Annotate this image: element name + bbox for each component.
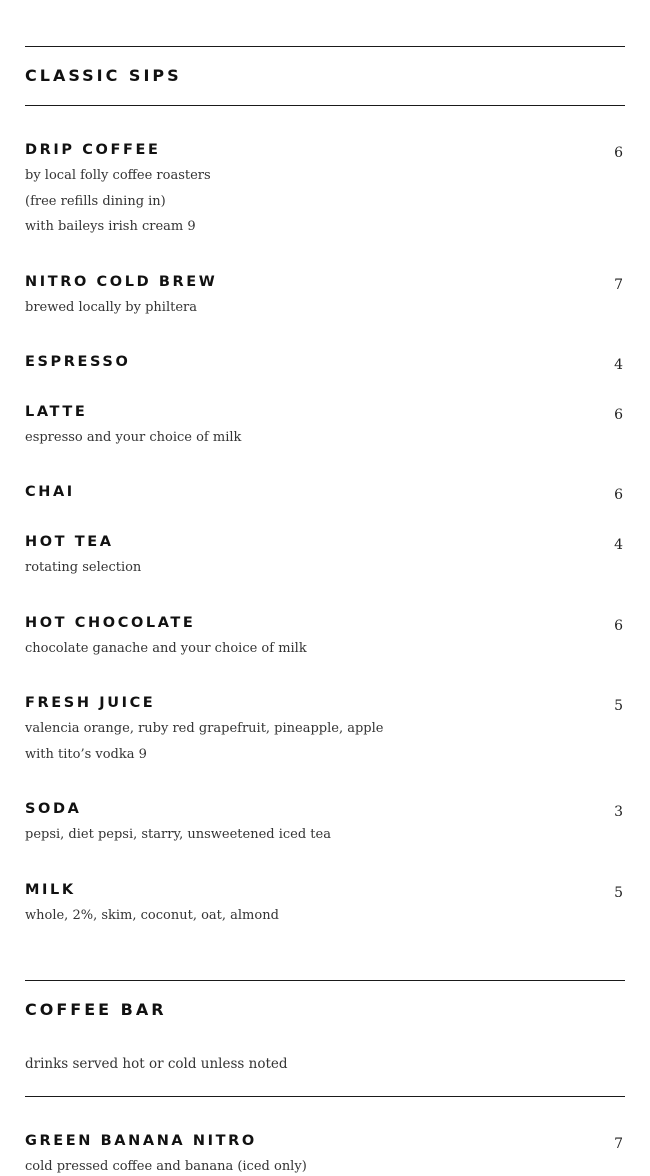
item-description: chocolate ganache and your choice of milk	[25, 641, 307, 656]
item-name: SODA	[25, 801, 82, 817]
item-description: (free refills dining in)	[25, 193, 166, 209]
item-price: 7	[614, 1136, 623, 1152]
item-name: FRESH JUICE	[25, 695, 156, 711]
item-description: pepsi, diet pepsi, starry, unsweetened iced tea	[25, 827, 331, 842]
section-divider-bottom	[25, 105, 625, 106]
item-name: NITRO COLD BREW	[25, 274, 218, 290]
item-name: HOT TEA	[25, 534, 114, 550]
section-divider-top	[25, 980, 625, 981]
item-name: HOT CHOCOLATE	[25, 615, 196, 631]
menu-item-hot-chocolate	[25, 614, 625, 658]
section-title-coffee-bar: COFFEE BAR	[25, 1000, 167, 1019]
menu-item-espresso	[25, 353, 625, 371]
menu-item-nitro-cold-brew	[25, 273, 625, 317]
item-price: 6	[614, 618, 623, 634]
item-name: DRIP COFFEE	[25, 142, 161, 158]
item-price: 6	[614, 407, 623, 423]
section-note: drinks served hot or cold unless noted	[25, 1056, 288, 1072]
item-price: 6	[614, 487, 623, 503]
item-name: GREEN BANANA NITRO	[25, 1133, 257, 1149]
item-description: valencia orange, ruby red grapefruit, pineapple, apple	[25, 721, 384, 736]
item-name: ESPRESSO	[25, 354, 131, 370]
item-price: 4	[614, 537, 623, 553]
menu-item-hot-tea	[25, 533, 625, 577]
item-description: with tito’s vodka 9	[25, 746, 147, 762]
item-price: 7	[614, 277, 623, 293]
item-name: MILK	[25, 882, 76, 898]
item-description: with baileys irish cream 9	[25, 219, 196, 234]
menu-item-green-banana-nitro	[25, 1132, 625, 1176]
item-description: whole, 2%, skim, coconut, oat, almond	[25, 908, 279, 923]
section-divider-bottom	[25, 1096, 625, 1097]
menu-item-fresh-juice	[25, 694, 625, 764]
item-price: 3	[614, 804, 623, 820]
item-description: brewed locally by philtera	[25, 300, 198, 315]
menu-item-milk	[25, 881, 625, 925]
item-description: cold pressed coffee and banana (iced only)	[25, 1159, 307, 1174]
menu-item-chai	[25, 483, 625, 501]
item-price: 5	[614, 885, 623, 901]
item-price: 5	[614, 698, 623, 714]
menu-item-soda	[25, 800, 625, 844]
item-price: 6	[614, 145, 623, 161]
item-description: espresso and your choice of milk	[25, 430, 242, 445]
menu-item-drip-coffee	[25, 141, 625, 236]
menu-item-latte	[25, 403, 625, 447]
section-divider-top	[25, 46, 625, 47]
section-title-classic-sips: CLASSIC SIPS	[25, 66, 182, 85]
item-name: LATTE	[25, 404, 88, 420]
item-description: by local folly coffee roasters	[25, 168, 211, 183]
item-name: CHAI	[25, 484, 75, 500]
item-description: rotating selection	[25, 560, 142, 575]
item-price: 4	[614, 357, 623, 373]
